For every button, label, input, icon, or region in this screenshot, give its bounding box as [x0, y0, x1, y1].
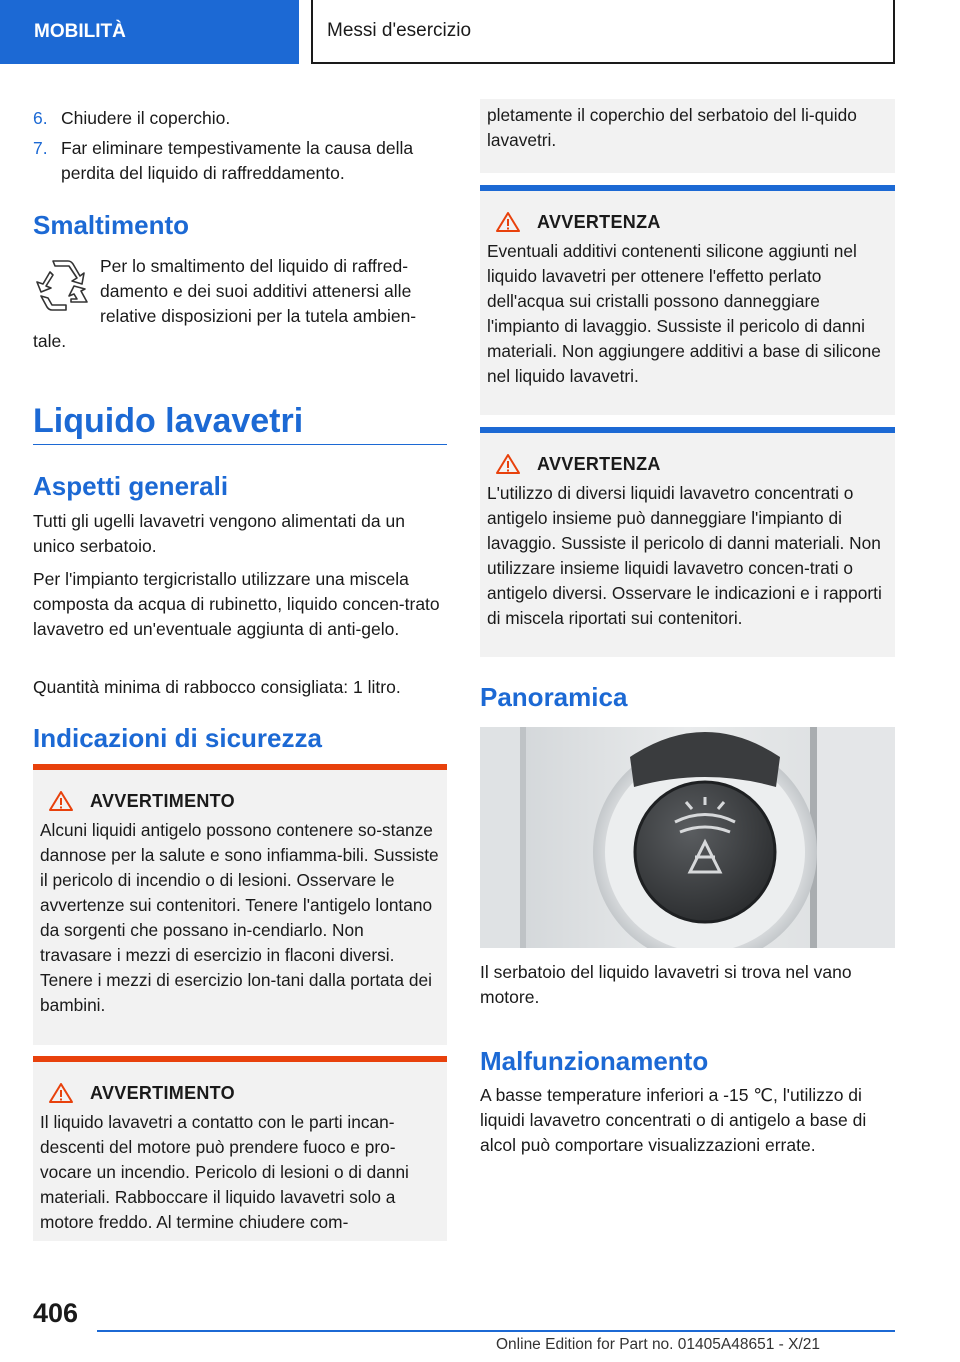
generali-paragraph-1: Tutti gli ugelli lavavetri vengono alimentati da un unico serbatoio.: [33, 511, 405, 556]
panoramica-caption: Il serbatoio del liquido lavavetri si trova nel vano motore.: [480, 962, 852, 1007]
notice-text: Eventuali additivi contenenti silicone aggiunti nel liquido lavavetri per ottenere l'effetto perlato dell'acqua sui cristalli possono danneggiare l'impianto di lavaggio. Sussiste il pericolo di danni materiali. Non aggiungere additivi a base di silicone nel liquido lavavetri.: [487, 241, 881, 386]
warning-triangle-icon: [48, 790, 74, 812]
subheading-malfunzionamento: Malfunzionamento: [480, 1046, 709, 1076]
generali-paragraph-3: Quantità minima di rabbocco consigliata: 1 litro.: [33, 677, 401, 697]
page-number: 406: [33, 1298, 79, 1328]
notice-box: [480, 185, 895, 415]
step-text: Far eliminare tempestivamente la causa della perdita del liquido di raffreddamento.: [61, 138, 414, 183]
step-number: 6.: [33, 108, 48, 128]
notice-bar: [480, 185, 895, 191]
warning-triangle-icon: [495, 453, 521, 475]
warning-title: [40, 1082, 439, 1104]
notice-bar: [480, 427, 895, 433]
list-item: [33, 136, 447, 186]
warning-box: [33, 1056, 447, 1241]
footer-edition: Online Edition for Part no. 01405A48651 - X/21: [496, 1336, 820, 1353]
step-number: 7.: [33, 138, 48, 158]
warning-title-text: AVVERTIMENTO: [90, 790, 235, 811]
section-label: MOBILITÀ: [34, 21, 126, 42]
smaltimento-text: Per lo smaltimento del liquido di raffred-damento e dei suoi additivi attenersi alle relative disposizioni per la tutela ambien-: [100, 256, 417, 326]
step-text: Chiudere il coperchio.: [61, 108, 231, 128]
subheading-sicurezza: Indicazioni di sicurezza: [33, 723, 322, 753]
warning-text: Il liquido lavavetri a contatto con le parti incan-descenti del motore può prendere fuoco e pro-vocare un incendio. Pericolo di lesioni o di danni materiali. Rabboccare il liquido lavavetri solo a motore freddo. Al termine chiudere com-: [40, 1112, 409, 1232]
chapter-title: Messi d'esercizio: [327, 20, 472, 41]
page-title: Liquido lavavetri: [33, 402, 304, 440]
malfunzionamento-text: A basse temperature inferiori a -15 ℃, l'utilizzo di liquidi lavavetro concentrati o di antigelo a base di alcol può comportare visualizzazioni errate.: [480, 1085, 867, 1155]
warning-bar: [33, 1056, 447, 1062]
warning-text: Alcuni liquidi antigelo possono contenere so-stanze dannose per la salute e sono infiamma-bili. Sussiste il pericolo di incendio o di lesioni. Osservare le avvertenze sui contenitori. Tenere l'antigelo lontano da sorgenti che possano in-cendiarlo. Non travasare i mezzi di esercizio in flaconi diversi. Tenere i mezzi di esercizio lon-tani dalla portata dei bambini.: [40, 820, 439, 1015]
notice-title: [487, 453, 887, 475]
warning-triangle-icon: [48, 1082, 74, 1104]
subheading-panoramica: Panoramica: [480, 682, 628, 712]
continued-warning-text: pletamente il coperchio del serbatoio del li-quido lavavetri.: [487, 105, 857, 150]
notice-title: [487, 211, 887, 233]
title-rule: [33, 444, 447, 445]
section-tab: [0, 0, 299, 64]
warning-title: [40, 790, 439, 812]
chapter-title-box: [311, 0, 895, 64]
section-heading-smaltimento: Smaltimento: [33, 210, 190, 240]
smaltimento-text-tail: tale.: [33, 331, 67, 351]
notice-text: L'utilizzo di diversi liquidi lavavetro concentrati o antigelo insieme può danneggiare l'impianto di lavaggio. Sussiste il pericolo di danni materiali. Non utilizzare insieme liquidi lavavetro concen-trati o antigelo diversi. Osservare le indicazioni e i rapporti di miscela riportati sui contenitori.: [487, 483, 882, 628]
footer-rule: [97, 1330, 895, 1332]
notice-box: [480, 427, 895, 657]
washer-reservoir-photo: [480, 727, 895, 948]
warning-title-text: AVVERTIMENTO: [90, 1082, 235, 1103]
list-item: [33, 106, 447, 131]
subheading-aspetti-generali: Aspetti generali: [33, 471, 229, 501]
warning-bar: [33, 764, 447, 770]
notice-title-text: AVVERTENZA: [537, 211, 661, 232]
generali-paragraph-2: Per l'impianto tergicristallo utilizzare una miscela composta da acqua di rubinetto, liquido concen-trato lavavetro ed un'eventuale aggiunta di anti-gelo.: [33, 569, 440, 639]
warning-box: [33, 764, 447, 1045]
notice-title-text: AVVERTENZA: [537, 453, 661, 474]
recycle-icon: [33, 258, 91, 314]
warning-triangle-icon: [495, 211, 521, 233]
continued-warning-box: [480, 99, 895, 173]
